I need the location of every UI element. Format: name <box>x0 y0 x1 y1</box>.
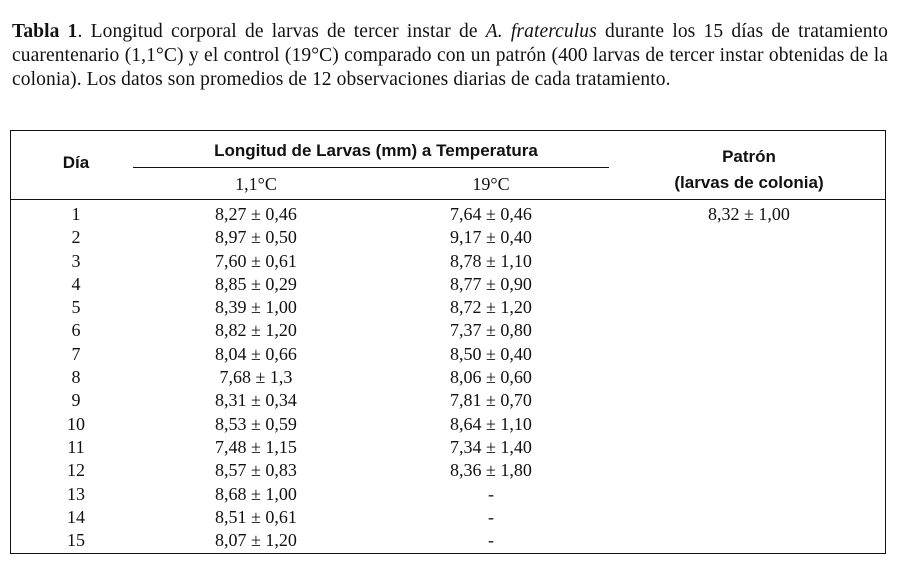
header-length-group: Longitud de Larvas (mm) a Temperatura <box>214 141 538 160</box>
data-table <box>10 130 886 554</box>
cell-temp-control: 8,64 ± 1,10 <box>450 413 532 434</box>
cell-temp-cold: 8,68 ± 1,00 <box>215 483 297 504</box>
table-row <box>11 343 885 366</box>
cell-temp-cold: 8,04 ± 0,66 <box>215 343 297 364</box>
cell-temp-cold: 8,31 ± 0,34 <box>215 390 297 411</box>
cell-temp-control: 8,50 ± 0,40 <box>450 343 532 364</box>
cell-temp-cold: 8,97 ± 0,50 <box>215 227 297 248</box>
header-temp-cold: 1,1°C <box>235 174 277 194</box>
cell-temp-cold: 8,39 ± 1,00 <box>215 297 297 318</box>
cell-temp-control: 7,37 ± 0,80 <box>450 320 532 341</box>
cell-day: 11 <box>67 436 85 457</box>
table-row <box>11 506 885 529</box>
caption-text-after: durante los 15 días de tratamiento cuarentenario (1,1°C) y el control (19°C) comparado con un patrón (400 larvas de tercer instar obtenidas de la colonia). Los datos son promedios de 12 observaciones diarias de cada tratamiento. <box>12 21 888 90</box>
header-pattern-line2: (larvas de colonia) <box>674 173 824 192</box>
cell-day: 13 <box>67 483 85 504</box>
table-row <box>11 389 885 412</box>
cell-temp-control: 8,72 ± 1,20 <box>450 297 532 318</box>
cell-temp-cold: 8,53 ± 0,59 <box>215 413 297 434</box>
cell-temp-cold: 8,27 ± 0,46 <box>215 204 297 224</box>
cell-day: 12 <box>67 460 85 481</box>
table-row <box>11 319 885 342</box>
table-row <box>11 366 885 389</box>
cell-temp-control: - <box>488 530 494 551</box>
caption-text-before: . Longitud corporal de larvas de tercer instar de <box>77 21 486 42</box>
cell-day: 10 <box>67 413 85 434</box>
header-temp-control: 19°C <box>472 174 510 194</box>
cell-temp-control: 8,78 ± 1,10 <box>450 250 532 271</box>
cell-temp-control: - <box>488 483 494 504</box>
cell-day: 6 <box>71 320 81 341</box>
cell-day: 7 <box>71 343 81 364</box>
caption-label: Tabla 1 <box>12 21 78 42</box>
cell-temp-control: 8,77 ± 0,90 <box>450 273 532 294</box>
table-row <box>11 529 885 552</box>
table-row <box>11 273 885 296</box>
cell-day: 3 <box>71 250 81 271</box>
table-row <box>11 459 885 482</box>
cell-temp-control: 7,64 ± 0,46 <box>450 204 532 224</box>
cell-temp-cold: 7,68 ± 1,3 <box>219 367 293 388</box>
cell-temp-control: 7,34 ± 1,40 <box>450 436 532 457</box>
cell-temp-cold: 7,48 ± 1,15 <box>215 436 297 457</box>
table-row <box>11 413 885 436</box>
caption-species: A. fraterculus <box>485 21 597 42</box>
cell-day: 4 <box>71 273 81 294</box>
table-body <box>11 203 885 552</box>
table-row <box>11 436 885 459</box>
cell-temp-control: 9,17 ± 0,40 <box>450 227 532 248</box>
cell-day: 9 <box>71 390 81 411</box>
cell-temp-control: 8,06 ± 0,60 <box>450 367 532 388</box>
table-row <box>11 483 885 506</box>
cell-temp-cold: 8,82 ± 1,20 <box>215 320 297 341</box>
table-row <box>11 226 885 249</box>
cell-day: 15 <box>67 530 85 551</box>
table-caption <box>12 20 888 92</box>
cell-day: 5 <box>71 297 81 318</box>
cell-day: 1 <box>71 204 81 224</box>
header-day: Día <box>62 153 90 172</box>
table-row <box>11 250 885 273</box>
cell-day: 14 <box>67 506 85 527</box>
cell-temp-cold: 8,07 ± 1,20 <box>215 530 297 551</box>
group-underline <box>133 167 609 168</box>
cell-pattern: 8,32 ± 1,00 <box>708 204 790 224</box>
cell-temp-cold: 8,85 ± 0,29 <box>215 273 297 294</box>
cell-day: 8 <box>71 367 81 388</box>
cell-temp-cold: 8,57 ± 0,83 <box>215 460 297 481</box>
cell-temp-control: 8,36 ± 1,80 <box>450 460 532 481</box>
cell-day: 2 <box>71 227 81 248</box>
cell-temp-control: 7,81 ± 0,70 <box>450 390 532 411</box>
table-row <box>11 296 885 319</box>
header-pattern-line1: Patrón <box>722 147 776 166</box>
cell-temp-cold: 7,60 ± 0,61 <box>215 250 297 271</box>
cell-temp-control: - <box>488 506 494 527</box>
header-divider <box>11 199 885 200</box>
table-row <box>11 203 885 226</box>
cell-temp-cold: 8,51 ± 0,61 <box>215 506 297 527</box>
